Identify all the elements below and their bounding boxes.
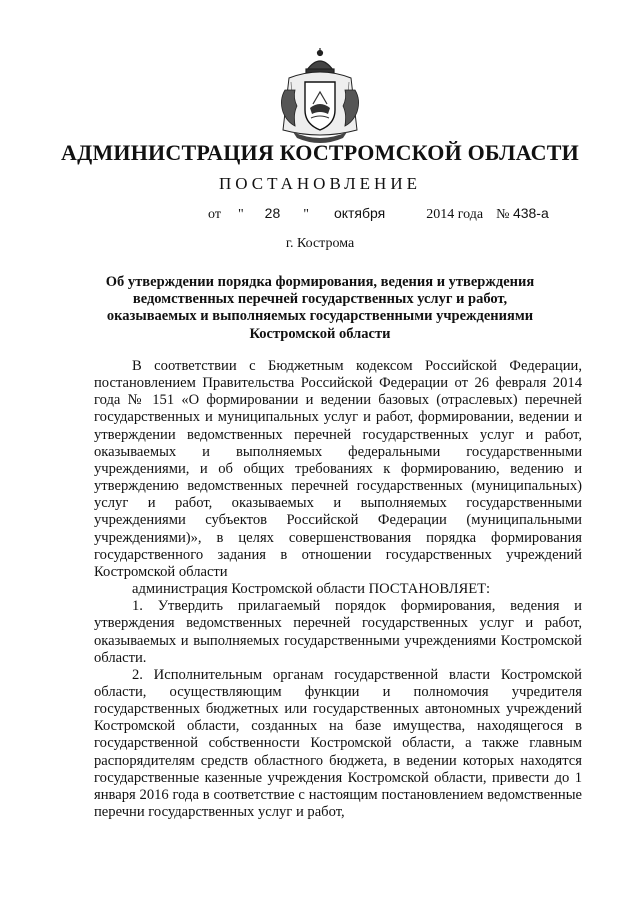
organization-title: АДМИНИСТРАЦИЯ КОСТРОМСКОЙ ОБЛАСТИ bbox=[61, 140, 579, 165]
city: г. Кострома bbox=[285, 236, 355, 251]
coat-of-arms-icon bbox=[277, 48, 363, 148]
document-number: 438-а bbox=[512, 205, 549, 221]
date-prefix: от bbox=[208, 207, 221, 222]
paragraph-item-2: 2. Исполнительным органам государственной власти Костромской области, осуществляющим функции и полномочия учредителя государственных бюджетных или государственных автономных учреждений Костромской области, созданных на базе имущества, находящегося в государственной собственности Костромской области, а также главным распорядителям средств областного бюджета, в ведении которых находятся государственные казенные учреждения Костромской области, привести до 1 января 2016 года в соответствие с настоящим постановлением ведомственные перечни государственных услуг и работ, bbox=[94, 666, 582, 821]
paragraph-preamble: В соответствии с Бюджетным кодексом Российской Федерации, постановлением Правительства Российской Федерации от 26 февраля 2014 года № 151 «О формировании и ведении базовых (отраслевых) перечней государственных и муниципальных услуг и работ, формировании, ведении и утверждении ведомственных перечней государственных услуг и работ, оказываемых и выполняемых федеральными государственными учреждениями, и об общих требованиях к формированию, ведению и утверждению ведомственных перечней государственных (муниципальных) услуг и работ, оказываемых и выполняемых государственными учреждениями субъектов Российской Федерации (муниципальными учреждениями)», в целях совершенствования порядка формирования государственного задания в отношении государственных учреждений Костромской области bbox=[94, 358, 582, 580]
title-line: Костромской области bbox=[249, 325, 391, 342]
title-line: ведомственных перечней государственных услуг и работ, bbox=[132, 291, 508, 308]
title-line: Об утверждении порядка формирования, ведения и утверждения bbox=[105, 274, 535, 290]
date-year: 2014 года bbox=[426, 207, 484, 222]
document-type: ПОСТАНОВЛЕНИЕ bbox=[218, 174, 421, 193]
number-label: № bbox=[496, 207, 510, 222]
paragraph-decree: администрация Костромской области ПОСТАНОВЛЯЕТ: bbox=[132, 581, 491, 598]
quote-close: " bbox=[303, 207, 309, 222]
date-day: 28 bbox=[264, 205, 281, 221]
date-month: октября bbox=[333, 205, 386, 221]
quote-open: " bbox=[237, 207, 244, 222]
document-title bbox=[86, 274, 554, 343]
paragraph-item-1: 1. Утвердить прилагаемый порядок формирования, ведения и утверждения ведомственных перечней государственных услуг и работ, оказываемых и выполняемых государственными учреждениями Костромской области. bbox=[94, 598, 582, 666]
document-body bbox=[94, 358, 582, 821]
title-line: оказываемых и выполняемых государственными учреждениями bbox=[106, 308, 534, 325]
date-line bbox=[208, 205, 549, 223]
